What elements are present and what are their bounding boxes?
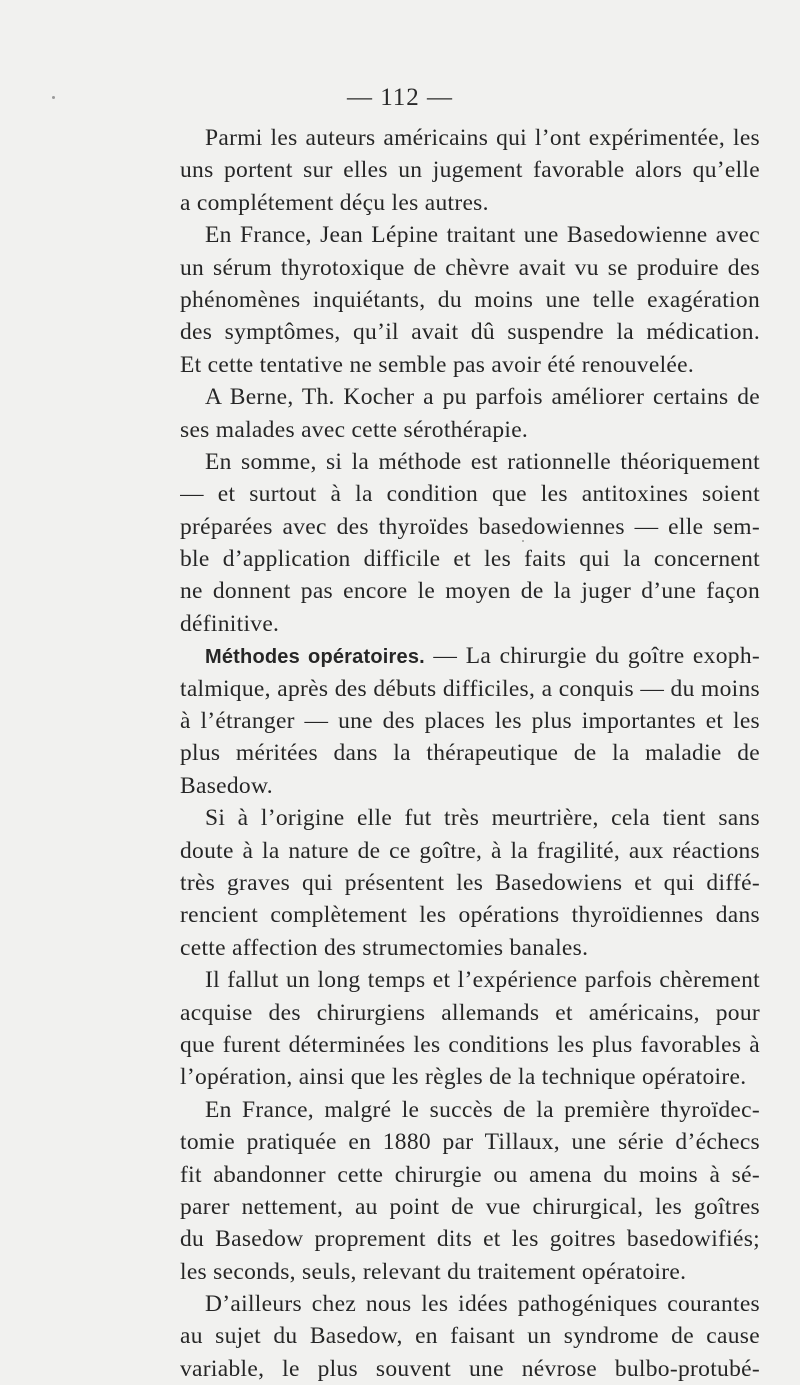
text-line bbox=[180, 640, 760, 672]
line-text: les seconds, seuls, relevant du traitement opératoire. bbox=[180, 1258, 687, 1285]
text-line bbox=[180, 1094, 760, 1126]
line-text: Il fallut un long temps et l’expérience parfois chèrement bbox=[205, 967, 760, 994]
line-text: talmique, après des débuts difficiles, a conquis — du moins bbox=[180, 675, 760, 702]
text-line bbox=[180, 252, 760, 284]
scan-speck bbox=[522, 540, 524, 542]
text-line bbox=[180, 737, 760, 769]
text-line bbox=[180, 1191, 760, 1223]
text-line bbox=[180, 154, 760, 186]
text-line bbox=[180, 608, 760, 640]
text-line bbox=[180, 964, 760, 996]
text-line bbox=[180, 284, 760, 316]
line-text: définitive. bbox=[180, 610, 280, 637]
line-text: ses malades avec cette sérothérapie. bbox=[180, 416, 529, 443]
line-text: à l’étranger — une des places les plus importantes et les bbox=[180, 708, 760, 735]
text-line bbox=[180, 802, 760, 834]
line-text: tomie pratiquée en 1880 par Tillaux, une série d’échecs bbox=[180, 1129, 760, 1156]
text-line bbox=[180, 899, 760, 931]
text-line bbox=[180, 381, 760, 413]
text-line bbox=[180, 1159, 760, 1191]
line-text: En France, malgré le succès de la première thyroïdec- bbox=[205, 1096, 760, 1123]
text-line bbox=[180, 1256, 760, 1288]
text-line bbox=[180, 835, 760, 867]
text-line bbox=[180, 349, 760, 381]
text-line bbox=[180, 673, 760, 705]
line-text: acquise des chirurgiens allemands et américains, pour bbox=[180, 999, 760, 1026]
section-heading: Méthodes opératoires. bbox=[205, 646, 425, 669]
line-text: des symptômes, qu’il avait dû suspendre la médication. bbox=[180, 319, 760, 346]
text-line bbox=[180, 1029, 760, 1061]
text-line bbox=[180, 219, 760, 251]
line-text: du Basedow proprement dits et les goitres basedowifiés; bbox=[180, 1226, 760, 1253]
line-text: fit abandonner cette chirurgie ou amena du moins à sé- bbox=[180, 1161, 760, 1188]
line-text: a complétement déçu les autres. bbox=[180, 189, 489, 216]
text-line bbox=[180, 867, 760, 899]
line-text: parer nettement, au point de vue chirurgical, les goîtres bbox=[180, 1193, 760, 1220]
text-line bbox=[180, 1061, 760, 1093]
line-text: — et surtout à la condition que les antitoxines soient bbox=[180, 481, 760, 508]
line-text: un sérum thyrotoxique de chèvre avait vu se produire des bbox=[180, 254, 760, 281]
line-text: phénomènes inquiétants, du moins une telle exagération bbox=[180, 286, 760, 313]
text-line bbox=[180, 414, 760, 446]
line-text: ble d’application difficile et les faits qui la concernent bbox=[180, 546, 760, 573]
text-line bbox=[180, 543, 760, 575]
text-line bbox=[180, 1353, 760, 1385]
line-text: préparées avec des thyroïdes basedowiennes — elle sem- bbox=[180, 513, 760, 540]
line-text: plus méritées dans la thérapeutique de la maladie de bbox=[180, 740, 760, 767]
line-text: cette affection des strumectomies banales. bbox=[180, 934, 589, 961]
line-text: Parmi les auteurs américains qui l’ont expérimentée, les bbox=[205, 125, 760, 151]
line-text: l’opération, ainsi que les règles de la technique opératoire. bbox=[180, 1064, 747, 1091]
text-line bbox=[180, 770, 760, 802]
line-text: D’ailleurs chez nous les idées pathogéniques courantes bbox=[205, 1291, 760, 1318]
page-number: — 112 — bbox=[346, 84, 454, 111]
text-line bbox=[180, 1320, 760, 1352]
body-text bbox=[180, 122, 760, 1385]
line-text: — La chirurgie du goître exoph- bbox=[424, 643, 760, 670]
line-text: que furent déterminées les conditions les plus favorables à bbox=[180, 1031, 760, 1058]
line-text: doute à la nature de ce goître, à la fragilité, aux réactions bbox=[180, 837, 760, 864]
text-line bbox=[180, 1223, 760, 1255]
line-text: Basedow. bbox=[180, 772, 273, 799]
text-line bbox=[180, 316, 760, 348]
text-line bbox=[180, 705, 760, 737]
line-text: Si à l’origine elle fut très meurtrière, cela tient sans bbox=[205, 805, 760, 832]
line-text: rencient complètement les opérations thyroïdiennes dans bbox=[180, 902, 760, 929]
line-text: très graves qui présentent les Basedowiens et qui diffé- bbox=[180, 869, 760, 896]
line-text: variable, le plus souvent une névrose bulbo-protubé- bbox=[180, 1355, 760, 1382]
line-text: A Berne, Th. Kocher a pu parfois améliorer certains de bbox=[205, 384, 760, 411]
line-text: au sujet du Basedow, en faisant un syndrome de cause bbox=[180, 1323, 760, 1350]
text-line bbox=[180, 997, 760, 1029]
text-line bbox=[180, 478, 760, 510]
text-line bbox=[180, 446, 760, 478]
text-line bbox=[180, 575, 760, 607]
line-text: Et cette tentative ne semble pas avoir été renouvelée. bbox=[180, 351, 695, 378]
text-line bbox=[180, 511, 760, 543]
line-text: uns portent sur elles un jugement favorable alors qu’elle bbox=[180, 157, 760, 184]
line-text: En France, Jean Lépine traitant une Basedowienne avec bbox=[205, 222, 760, 249]
text-line bbox=[180, 122, 760, 154]
text-line bbox=[180, 932, 760, 964]
text-line bbox=[180, 1288, 760, 1320]
text-line bbox=[180, 1126, 760, 1158]
line-text: En somme, si la méthode est rationnelle théoriquement bbox=[205, 448, 760, 475]
line-text: ne donnent pas encore le moyen de la juger d’une façon bbox=[180, 578, 760, 605]
scan-speck bbox=[52, 96, 55, 99]
text-line bbox=[180, 187, 760, 219]
